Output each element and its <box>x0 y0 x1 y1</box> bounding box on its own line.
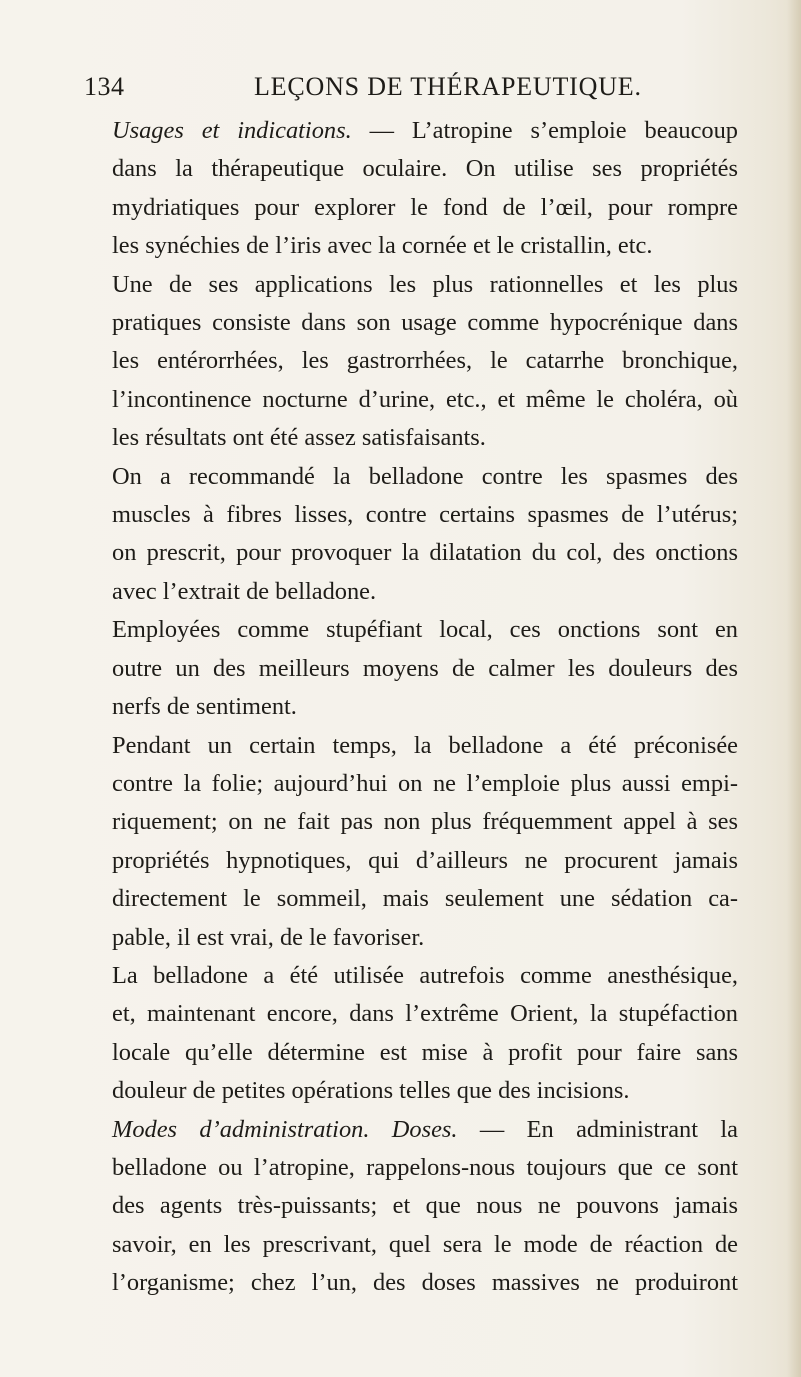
text-line: les résultats ont été assez satisfaisants. <box>112 424 486 452</box>
text-line: avec l’extrait de belladone. <box>112 577 377 605</box>
text-line: l’incontinence nocturne d’urine, etc., et même le choléra, où <box>112 385 738 413</box>
text-line: l’organisme; chez l’un, des doses massives ne produiront <box>112 1269 738 1297</box>
paragraph-usages <box>112 112 738 266</box>
text-line: contre la folie; aujourd’hui on ne l’emploie plus aussi empi- <box>112 769 738 797</box>
text-line: on prescrit, pour provoquer la dilatation du col, des onctions <box>112 539 738 567</box>
text-line: propriétés hypnotiques, qui d’ailleurs ne procurent jamais <box>112 846 738 874</box>
paragraph-applications <box>112 266 738 458</box>
paragraph-modes <box>112 1111 738 1303</box>
text-line: pratiques consiste dans son usage comme hypocrénique dans <box>112 309 738 337</box>
text-line: les entérorrhées, les gastrorrhées, le catarrhe bronchique, <box>112 347 738 375</box>
text-line: nerfs de sentiment. <box>112 693 297 721</box>
text-line: Une de ses applications les plus rationnelles et les plus <box>112 270 738 298</box>
paragraph-folie <box>112 727 738 957</box>
text-line: dans la thérapeutique oculaire. On utilise ses propriétés <box>112 155 738 183</box>
text-line: muscles à fibres lisses, contre certains spasmes de l’utérus; <box>112 501 738 529</box>
text-line: Modes d’administration. Doses. — En administrant la <box>112 1115 738 1143</box>
text-line: et, maintenant encore, dans l’extrême Orient, la stupéfaction <box>112 1000 738 1028</box>
paragraph-spasmes <box>112 458 738 612</box>
section-heading-usages: Usages et indications. <box>112 117 352 144</box>
text-line: La belladone a été utilisée autrefois comme anesthésique, <box>112 961 738 989</box>
text-line: douleur de petites opérations telles que des incisions. <box>112 1077 630 1105</box>
text-line: Usages et indications. — L’atropine s’emploie beaucoup <box>112 117 738 144</box>
running-title: LEÇONS DE THÉRAPEUTIQUE. <box>254 72 642 101</box>
paragraph-anesthesique <box>112 957 738 1111</box>
page-edge-shadow <box>787 0 801 1377</box>
text-line: Employées comme stupéfiant local, ces onctions sont en <box>112 616 738 644</box>
text-line: mydriatiques pour explorer le fond de l’œil, pour rompre <box>112 193 738 221</box>
text-line: Pendant un certain temps, la belladone a été préconisée <box>112 731 738 759</box>
running-head <box>84 72 744 112</box>
text-line: belladone ou l’atropine, rappelons-nous toujours que ce sont <box>112 1153 738 1181</box>
body-text <box>112 112 738 1303</box>
text-line: pable, il est vrai, de le favoriser. <box>112 923 425 951</box>
text-line: On a recommandé la belladone contre les spasmes des <box>112 462 738 490</box>
text-line: riquement; on ne fait pas non plus fréquemment appel à ses <box>112 808 738 836</box>
text-line: savoir, en les prescrivant, quel sera le mode de réaction de <box>112 1230 738 1258</box>
section-heading-modes: Modes d’administration. Doses. <box>112 1115 458 1143</box>
text-line: locale qu’elle détermine est mise à profit pour faire sans <box>112 1038 738 1066</box>
text-line: directement le sommeil, mais seulement une sédation ca- <box>112 885 738 913</box>
text-line: des agents très-puissants; et que nous ne pouvons jamais <box>112 1192 738 1220</box>
text-line: les synéchies de l’iris avec la cornée et le cristallin, etc. <box>112 232 653 260</box>
page-number: 134 <box>84 72 125 101</box>
paragraph-onctions <box>112 611 738 726</box>
text-line: outre un des meilleurs moyens de calmer les douleurs des <box>112 654 738 682</box>
